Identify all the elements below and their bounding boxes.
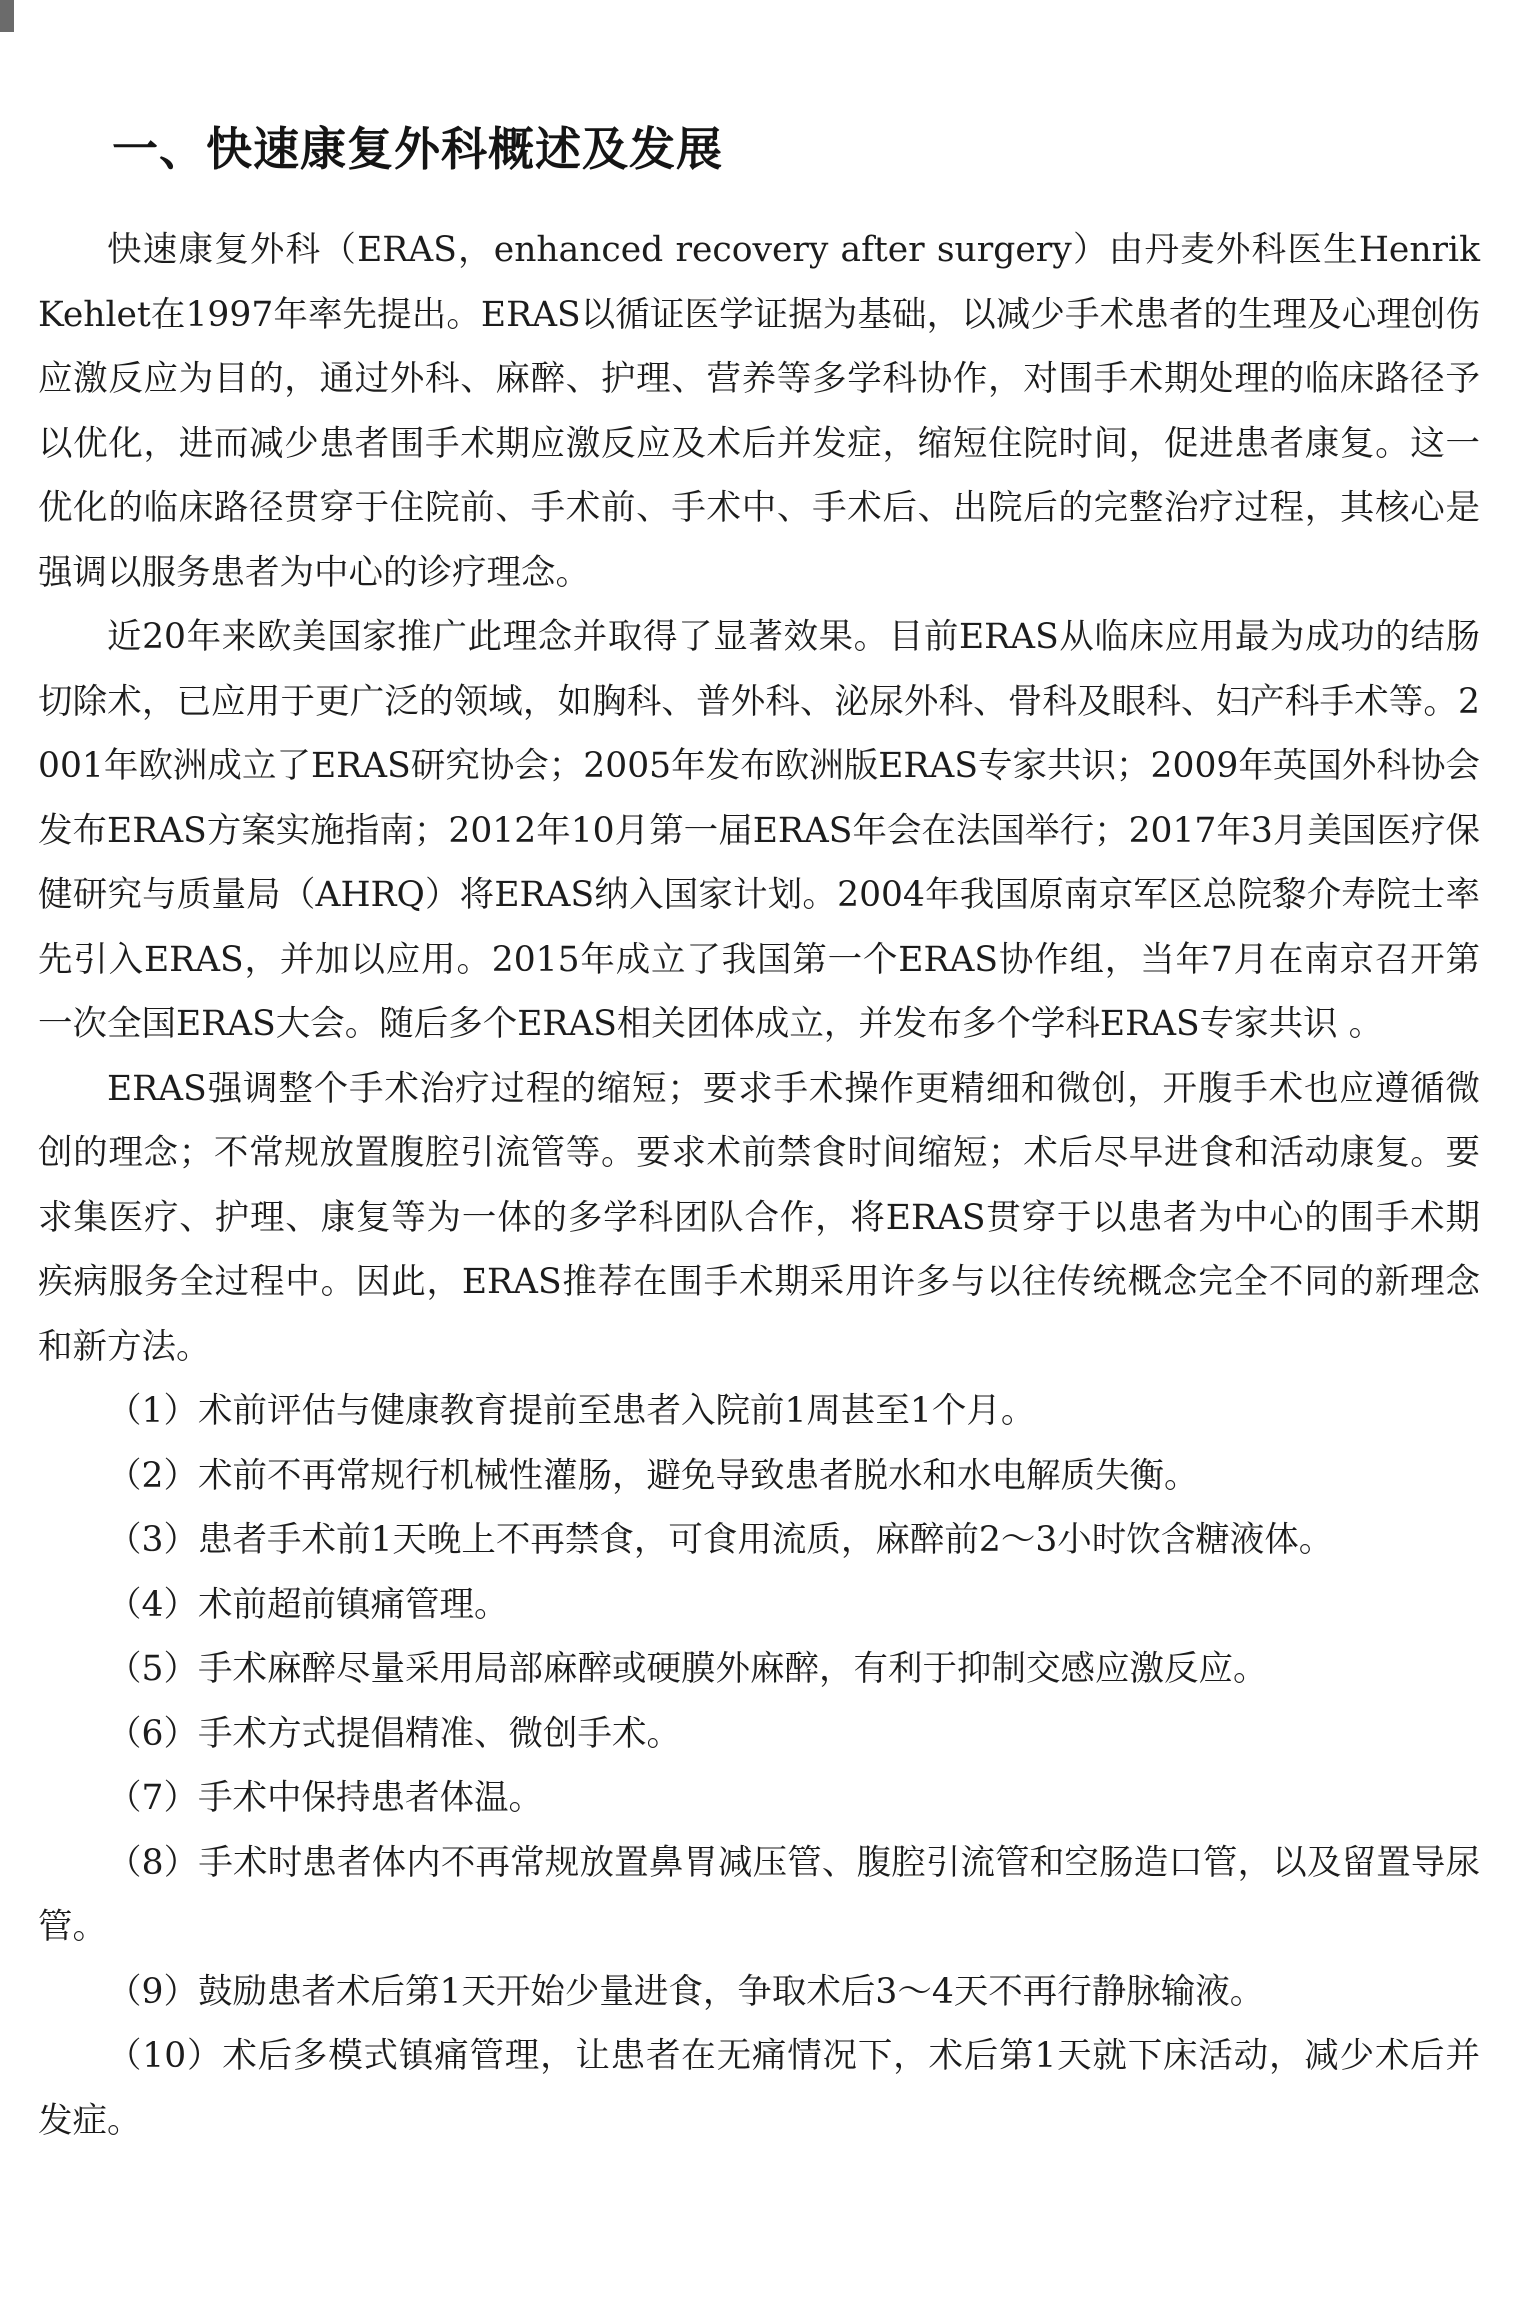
section-title: 一、快速康复外科概述及发展: [112, 122, 723, 176]
list-item: （8）手术时患者体内不再常规放置鼻胃减压管、腹腔引流管和空肠造口管，以及留置导尿管。: [38, 1842, 1480, 1947]
list-item: （9）鼓励患者术后第1天开始少量进食，争取术后3～4天不再行静脉输液。: [107, 1971, 1265, 2012]
list-item: （1）术前评估与健康教育提前至患者入院前1周甚至1个月。: [107, 1391, 1036, 1431]
paragraph: ERAS强调整个手术治疗过程的缩短；要求手术操作更精细和微创，开腹手术也应遵循微创的理念；不常规放置腹腔引流管等。要求术前禁食时间缩短；术后尽早进食和活动康复。要求集医疗、护理、康复等为一体的多学科团队合作，将ERAS贯穿于以患者为中心的围手术期疾病服务全过程中。因此，ERAS推荐在围手术期采用许多与以往传统概念完全不同的新理念和新方法。: [38, 1068, 1480, 1367]
list-item: （4）术前超前镇痛管理。: [107, 1584, 509, 1625]
list-item: （2）术前不再常规行机械性灌肠，避免导致患者脱水和水电解质失衡。: [107, 1455, 1199, 1496]
list-item: （3）患者手术前1天晚上不再禁食，可食用流质，麻醉前2～3小时饮含糖液体。: [107, 1520, 1334, 1560]
body-text: [38, 218, 1480, 2153]
list-item: （10）术后多模式镇痛管理，让患者在无痛情况下，术后第1天就下床活动，减少术后并发症。: [38, 2036, 1480, 2141]
corner-mark: [0, 0, 14, 32]
measure-list: [38, 1379, 1480, 2153]
list-item: （5）手术麻醉尽量采用局部麻醉或硬膜外麻醉，有利于抑制交感应激反应。: [107, 1649, 1268, 1689]
list-item: （6）手术方式提倡精准、微创手术。: [107, 1713, 681, 1754]
list-item: （7）手术中保持患者体温。: [107, 1778, 543, 1818]
paragraph: 近20年来欧美国家推广此理念并取得了显著效果。目前ERAS从临床应用最为成功的结肠切除术，已应用于更广泛的领域，如胸科、普外科、泌尿外科、骨科及眼科、妇产科手术等。2001年欧洲成立了ERAS研究协会；2005年发布欧洲版ERAS专家共识；2009年英国外科协会发布ERAS方案实施指南；2012年10月第一届ERAS年会在法国举行；2017年3月美国医疗保健研究与质量局（AHRQ）将ERAS纳入国家计划。2004年我国原南京军区总院黎介寿院士率先引入ERAS，并加以应用。2015年成立了我国第一个ERAS协作组，当年7月在南京召开第一次全国ERAS大会。随后多个ERAS相关团体成立，并发布多个学科ERAS专家共识 。: [38, 617, 1480, 1044]
paragraph: 快速康复外科（ERAS，enhanced recovery after surgery）由丹麦外科医生Henrik Kehlet在1997年率先提出。ERAS以循证医学证据为基础，以减少手术患者的生理及心理创伤应激反应为目的，通过外科、麻醉、护理、营养等多学科协作，对围手术期处理的临床路径予以优化，进而减少患者围手术期应激反应及术后并发症，缩短住院时间，促进患者康复。这一优化的临床路径贯穿于住院前、手术前、手术中、手术后、出院后的完整治疗过程，其核心是强调以服务患者为中心的诊疗理念。: [38, 230, 1480, 593]
